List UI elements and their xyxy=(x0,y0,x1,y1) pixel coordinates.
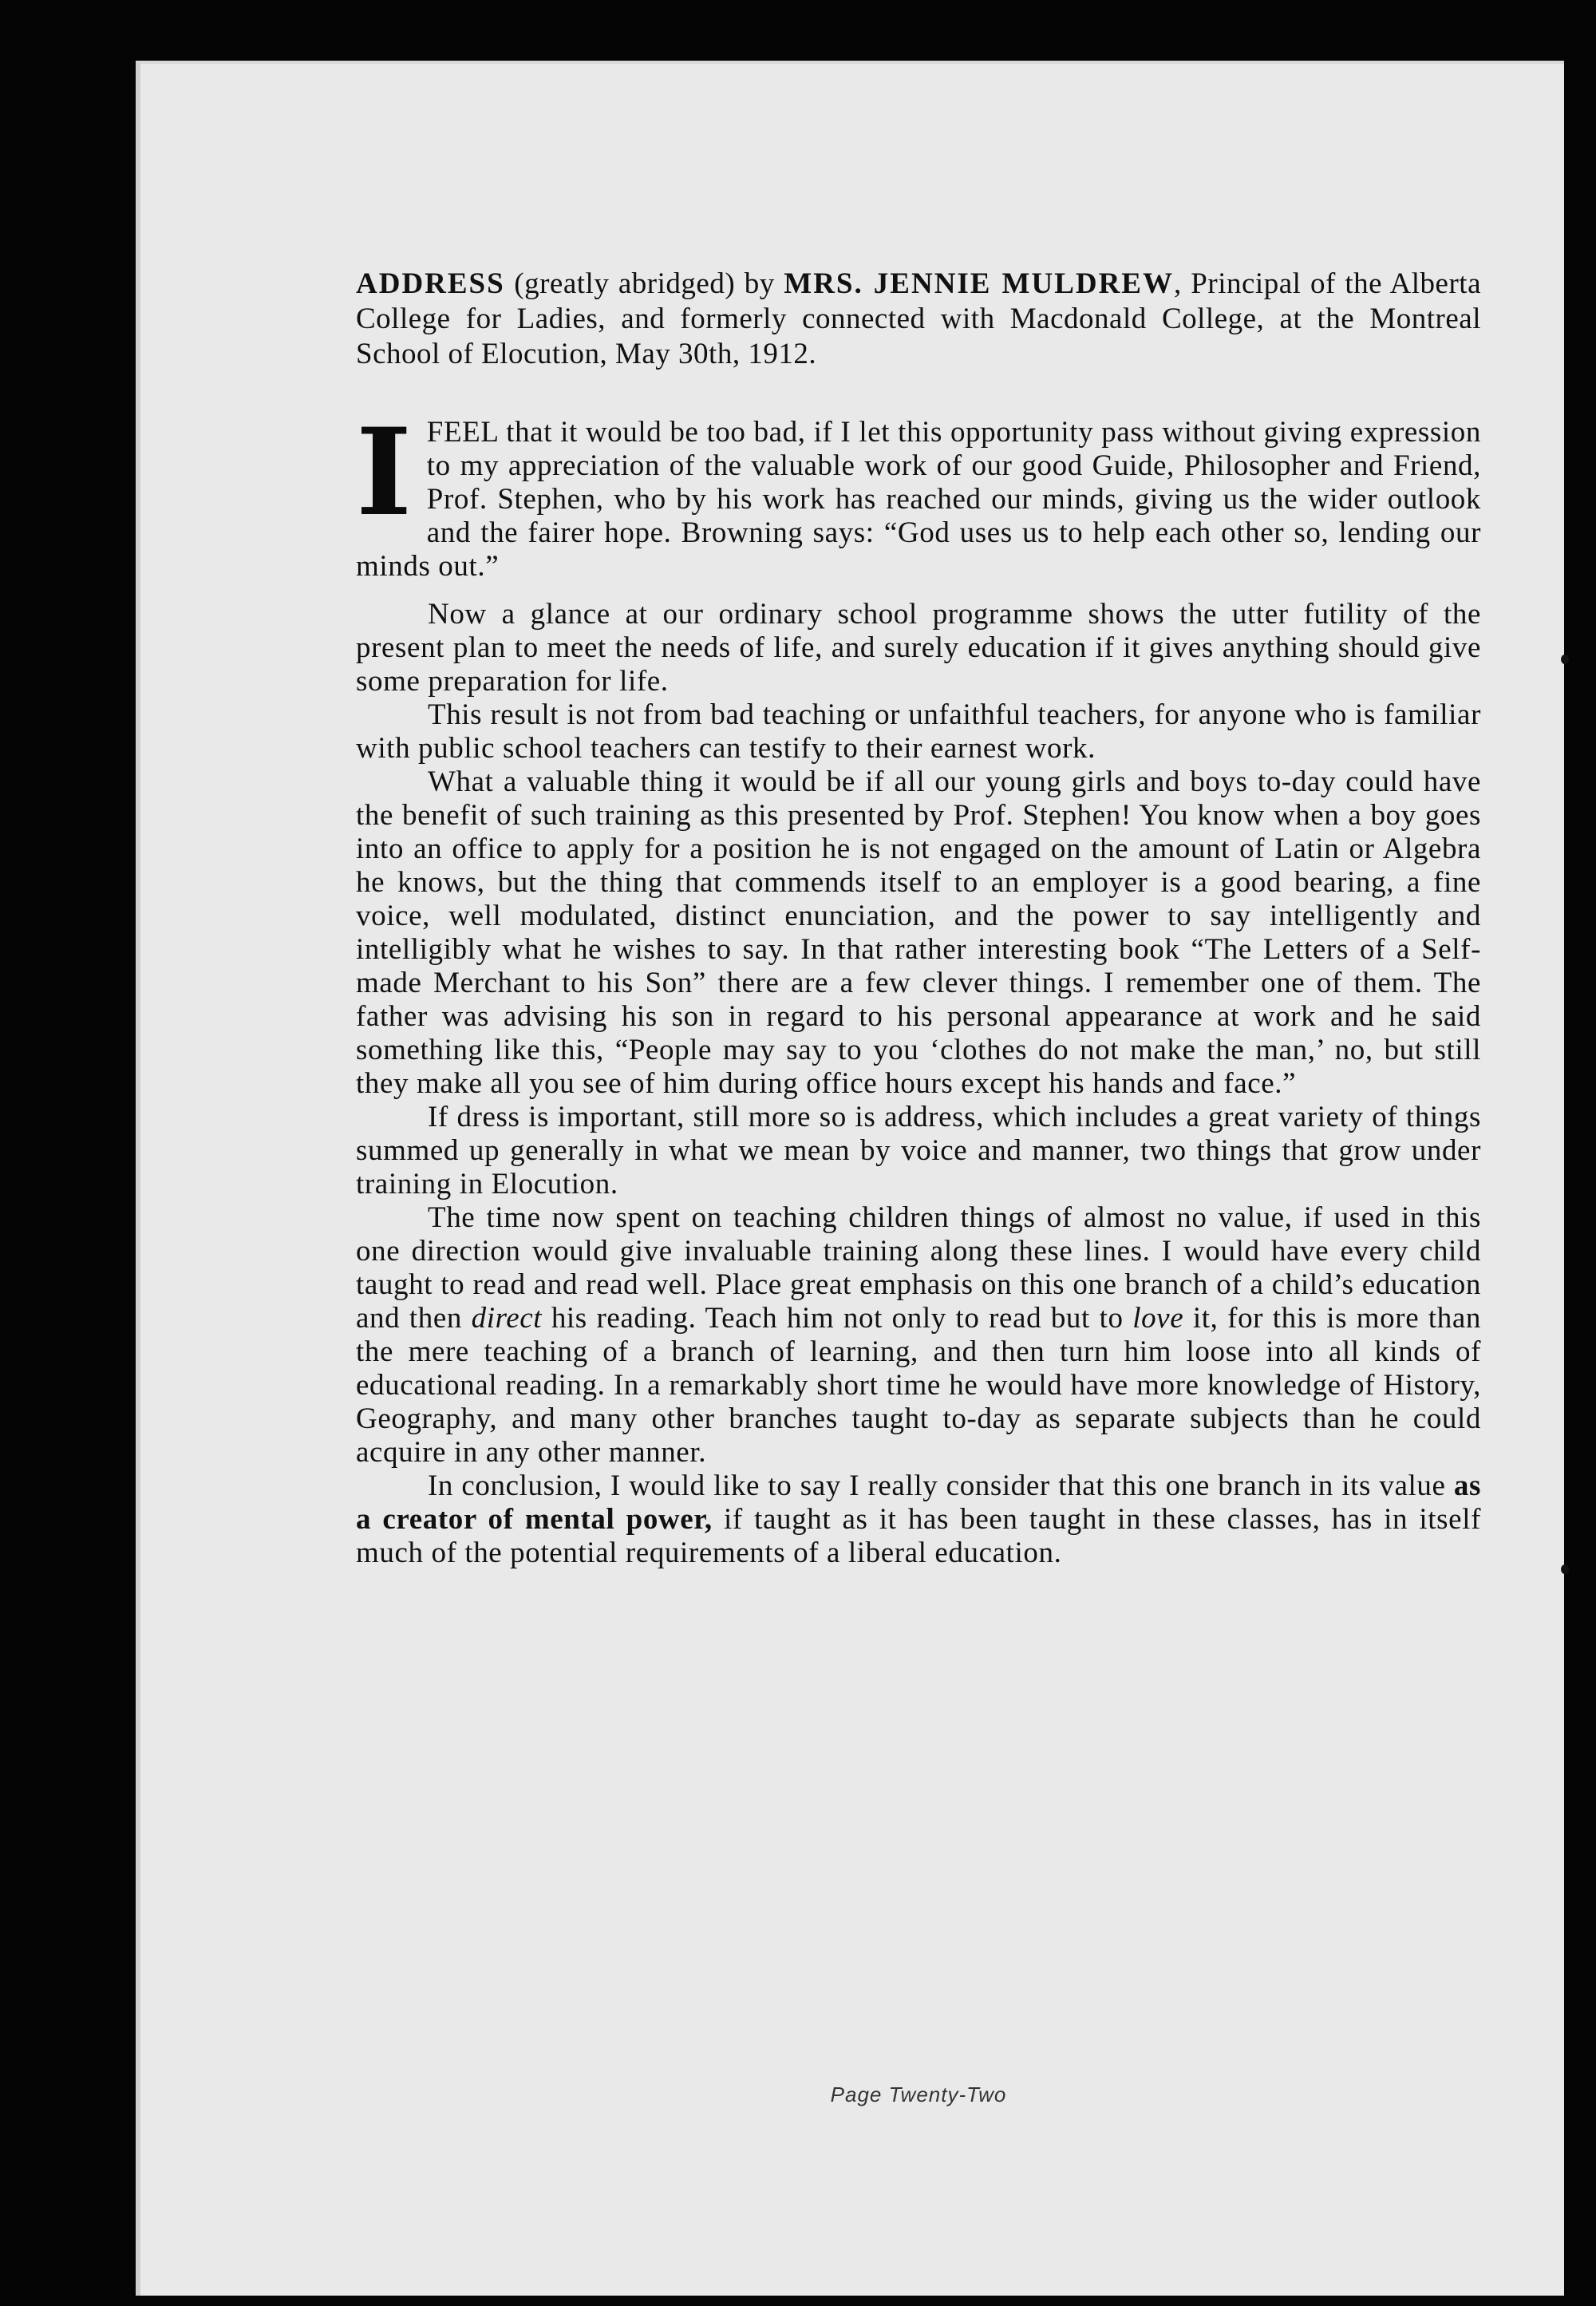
binding-hole-mark xyxy=(1561,655,1569,664)
paragraph-dress-address: If dress is important, still more so is address, which includes a great variety of things summed up generally in what we mean by voice and manner, two things that grow under training in Elocution. xyxy=(356,1101,1481,1200)
conclusion-text-1: In conclusion, I would like to say I really consider that this one branch in its value xyxy=(428,1469,1454,1502)
paragraph-training: What a valuable thing it would be if all our young girls and boys to-day could have the benefit of such training as this presented by Prof. Stephen! You know when a boy goes into an office to apply for a position he is not engaged on the amount of Latin or Algebra he knows, but the thing that commends itself to an employer is a good bearing, a fine voice, well modulated, distinct enunciation, and the power to say intelligently and intelligibly what he wishes to say. In that rather interesting book “The Letters of a Self-made Merchant to his Son” there are a few clever things. I remember one of them. The father was advising his son in regard to his personal appearance at work and he said something like this, “People may say to you ‘clothes do not make the man,’ no, but still they make all you see of him during office hours except his hands and face.” xyxy=(356,765,1481,1100)
paragraph-programme: Now a glance at our ordinary school programme shows the utter futility of the present plan to meet the needs of life, and surely education if it gives anything should give some preparation for life. xyxy=(356,598,1481,698)
paragraph-opening xyxy=(356,402,1481,583)
document-page xyxy=(136,61,1564,2296)
heading-speaker-name: MRS. JENNIE MULDREW xyxy=(784,267,1174,300)
heading-speaker-details: , Principal of the Alberta College for Ladies, and formerly connected with Macdonald College, at the Montreal School of Elocution, May 30th, 1912. xyxy=(356,267,1481,370)
reading-text-2: his reading. Teach him not only to read but to xyxy=(542,1302,1133,1335)
heading-abridged-note: (greatly abridged) by xyxy=(504,267,784,300)
reading-text-3: it, for this is more than the mere teaching of a branch of learning, and then turn him loose into all kinds of educational reading. In a remarkably short time he would have more knowledge of History, Geography, and many other branches taught to-day as separate subjects than he could acquire in any other manner. xyxy=(356,1302,1481,1469)
reading-text-1: The time now spent on teaching children things of almost no value, if used in this one direction would give invaluable training along these lines. I would have every child taught to read and read well. Place great emphasis on this one branch of a child’s education and then xyxy=(356,1201,1481,1335)
paragraph-reading xyxy=(356,1201,1481,1469)
paragraph-gap xyxy=(356,583,1481,598)
page-content xyxy=(356,267,1481,2106)
conclusion-text-2: if taught as it has been taught in these classes, has in itself much of the potential requirements of a liberal education. xyxy=(356,1503,1481,1569)
heading-address-word: ADDRESS xyxy=(356,267,505,300)
address-heading xyxy=(356,267,1481,372)
paragraph-teachers: This result is not from bad teaching or unfaithful teachers, for anyone who is familiar with public school teachers can testify to their earnest work. xyxy=(356,698,1481,765)
drop-cap-letter: I xyxy=(356,402,413,543)
conclusion-bold-phrase: as a creator of mental power, xyxy=(356,1469,1481,1536)
reading-emphasis-love: love xyxy=(1132,1302,1184,1335)
binding-hole-mark xyxy=(1561,1564,1569,1574)
paragraph-conclusion xyxy=(356,1469,1481,1570)
reading-emphasis-direct: direct xyxy=(471,1302,543,1335)
page-number-footer: Page Twenty-Two xyxy=(830,2083,1007,2106)
paragraph-opening-text: FEEL that it would be too bad, if I let this opportunity pass without giving expression to my appreciation of the valuable work of our good Guide, Philosopher and Friend, Prof. Stephen, who by his work has reached our minds, giving us the wider outlook and the fairer hope. Browning says: “God uses us to help each other so, lending our minds out.” xyxy=(356,416,1481,583)
